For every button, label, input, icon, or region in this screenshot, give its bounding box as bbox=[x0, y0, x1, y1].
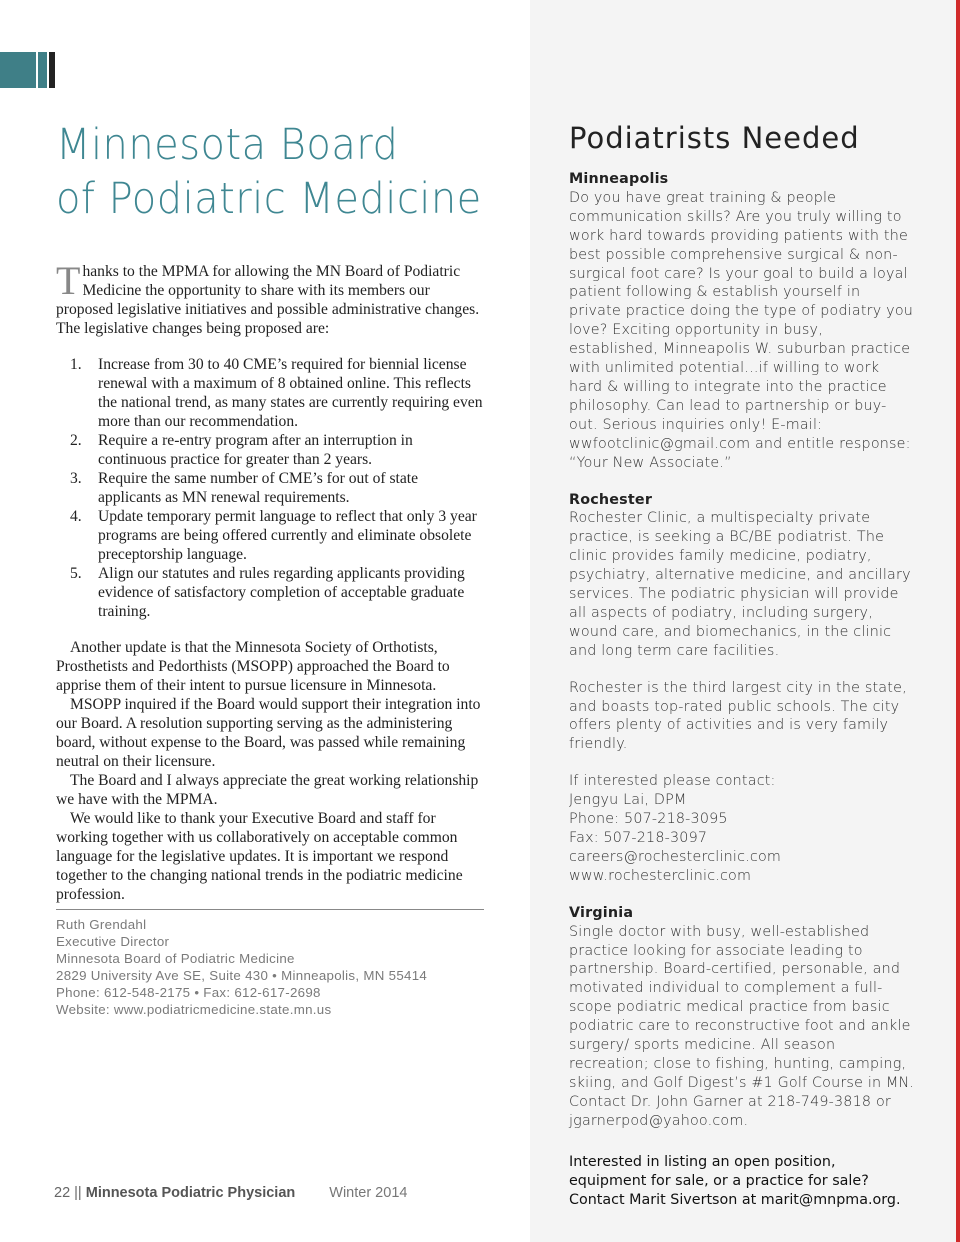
signature-divider bbox=[56, 909, 484, 910]
body-paragraph: We would like to thank your Executive Board and staff for working together with us collaboratively on acceptable common language for the legislative updates. It is important we respond together to the changing national trends in the podiatric medicine profession. bbox=[56, 810, 463, 903]
signature-name: Ruth Grendahl bbox=[56, 917, 147, 932]
article-title-line2: of Podiatric Medicine bbox=[56, 174, 482, 224]
publication-name: Minnesota Podiatric Physician bbox=[85, 1185, 296, 1201]
classifieds-column bbox=[569, 120, 915, 1224]
list-number: 4. bbox=[70, 508, 82, 525]
header-decoration-bar bbox=[38, 52, 47, 88]
list-text: Update temporary permit language to reflect that only 3 year programs are being offered currently and eliminate obsolete preceptorship language. bbox=[98, 508, 477, 563]
listing-call-to-action: Interested in listing an open position, equipment for sale, or a practice for sale? Contact Marit Sivertson at marit@mnpma.org. bbox=[569, 1153, 901, 1208]
signature-block bbox=[56, 916, 484, 1018]
list-number: 3. bbox=[70, 470, 82, 487]
signature-phone-fax: Phone: 612-548-2175 • Fax: 612-617-2698 bbox=[56, 985, 321, 1000]
listing-heading: Rochester bbox=[569, 491, 653, 508]
drop-cap: T bbox=[56, 258, 81, 303]
listing-body: Single doctor with busy, well-established practice looking for associate leading to partnership. Board-certified, personable, and motivated individual to complement a full-scope podiatric medical practice from basic podiatric care to reconstructive foot and ankle surgery/ sports medicine. All season recreation; close to fishing, hunting, camping, skiing, and Golf Digest’s #1 Golf Course in MN. Contact Dr. John Garner at 218-749-3818 or jgarnerpod@yahoo.com. bbox=[569, 923, 915, 1129]
contact-fax: Fax: 507-218-3097 bbox=[569, 830, 708, 846]
listing-body: Rochester is the third largest city in the state, and boasts top-rated public schools. The city offers plenty of activities and is very family friendly. bbox=[569, 679, 907, 753]
contact-phone: Phone: 507-218-3095 bbox=[569, 811, 728, 828]
signature-address: 2829 University Ave SE, Suite 430 • Minneapolis, MN 55414 bbox=[56, 968, 428, 983]
list-number: 2. bbox=[70, 432, 82, 449]
article-intro bbox=[56, 258, 484, 338]
board-article bbox=[56, 118, 484, 1018]
contact-name: Jengyu Lai, DPM bbox=[569, 792, 687, 809]
contact-website-link[interactable]: www.rochesterclinic.com bbox=[569, 867, 752, 884]
listing-rochester bbox=[569, 491, 915, 886]
contact-email-link[interactable]: careers@rochesterclinic.com bbox=[569, 848, 782, 865]
list-text: Increase from 30 to 40 CME’s required for biennial license renewal with a maximum of 8 obtained online. This reflects the national trend, as many states are currently requiring even more than our recommendation. bbox=[98, 356, 483, 430]
article-title bbox=[56, 118, 482, 226]
list-text: Require the same number of CME’s for out of state applicants as MN renewal requirements. bbox=[98, 470, 419, 506]
list-item bbox=[56, 507, 484, 564]
legislative-changes-list bbox=[56, 355, 484, 621]
issue-season: Winter 2014 bbox=[329, 1185, 408, 1201]
signature-website[interactable]: Website: www.podiatricmedicine.state.mn.us bbox=[56, 1002, 332, 1017]
classifieds-title: Podiatrists Needed bbox=[569, 121, 860, 155]
list-item bbox=[56, 469, 484, 507]
signature-org: Minnesota Board of Podiatric Medicine bbox=[56, 951, 295, 966]
list-number: 1. bbox=[70, 356, 82, 373]
header-decoration-bar-dark bbox=[49, 52, 55, 88]
listing-contact bbox=[569, 772, 915, 885]
page-number: 22 || bbox=[54, 1185, 82, 1201]
list-item bbox=[56, 564, 484, 621]
list-text: Align our statutes and rules regarding applicants providing evidence of satisfactory completion of acceptable graduate training. bbox=[98, 565, 465, 620]
intro-text: hanks to the MPMA for allowing the MN Board of Podiatric Medicine the opportunity to share with its members our proposed legislative initiatives and possible administrative changes. The legislative changes being proposed are: bbox=[56, 263, 480, 337]
listing-body: Rochester Clinic, a multispecialty private practice, is seeking a BC/BE podiatrist. The clinic provides family medicine, podiatry, psychiatry, alternative medicine, and ancillary services. The podiatric physician will provide all aspects of podiatry, including surgery, wound care, and biomechanics, in the clinic and long term care facilities. bbox=[569, 510, 911, 659]
list-item bbox=[56, 355, 484, 431]
page-edge-accent bbox=[956, 0, 960, 1242]
contact-intro: If interested please contact: bbox=[569, 773, 776, 790]
list-text: Require a re-entry program after an interruption in continuous practice for greater than 2 years. bbox=[98, 432, 413, 468]
list-number: 5. bbox=[70, 565, 82, 582]
article-title-line1: Minnesota Board bbox=[56, 120, 399, 170]
signature-role: Executive Director bbox=[56, 934, 170, 949]
listing-heading: Virginia bbox=[569, 904, 634, 921]
body-paragraph: MSOPP inquired if the Board would support their integration into our Board. A resolution supporting serving as the administering board, without expense to the Board, was passed while remaining neutral on their licensure. bbox=[56, 696, 481, 770]
body-paragraph: Another update is that the Minnesota Society of Orthotists, Prosthetists and Pedorthists (MSOPP) approached the Board to apprise them of their intent to pursue licensure in Minnesota. bbox=[56, 639, 450, 694]
list-item bbox=[56, 431, 484, 469]
listing-heading: Minneapolis bbox=[569, 171, 669, 187]
header-decoration bbox=[0, 52, 36, 88]
listing-minneapolis bbox=[569, 170, 915, 473]
page-footer bbox=[54, 1185, 407, 1201]
body-paragraph: The Board and I always appreciate the great working relationship we have with the MPMA. bbox=[56, 772, 479, 808]
listing-virginia bbox=[569, 904, 915, 1131]
listing-body: Do you have great training & people communication skills? Are you truly willing to work hard towards providing patients with the best possible comprehensive surgical & non-surgical foot care? Is your goal to build a loyal patient following & establish yourself in private practice doing the type of podiatry you love? Exciting opportunity in busy, established, Minneapolis W. suburban practice with unlimited potential…if willing to work hard & willing to integrate into the practice philosophy. Can lead to partnership or buy-out. Serious inquiries only! E-mail: wwfootclinic@gmail.com and entitle response: “Your New Associate.” bbox=[569, 189, 914, 471]
